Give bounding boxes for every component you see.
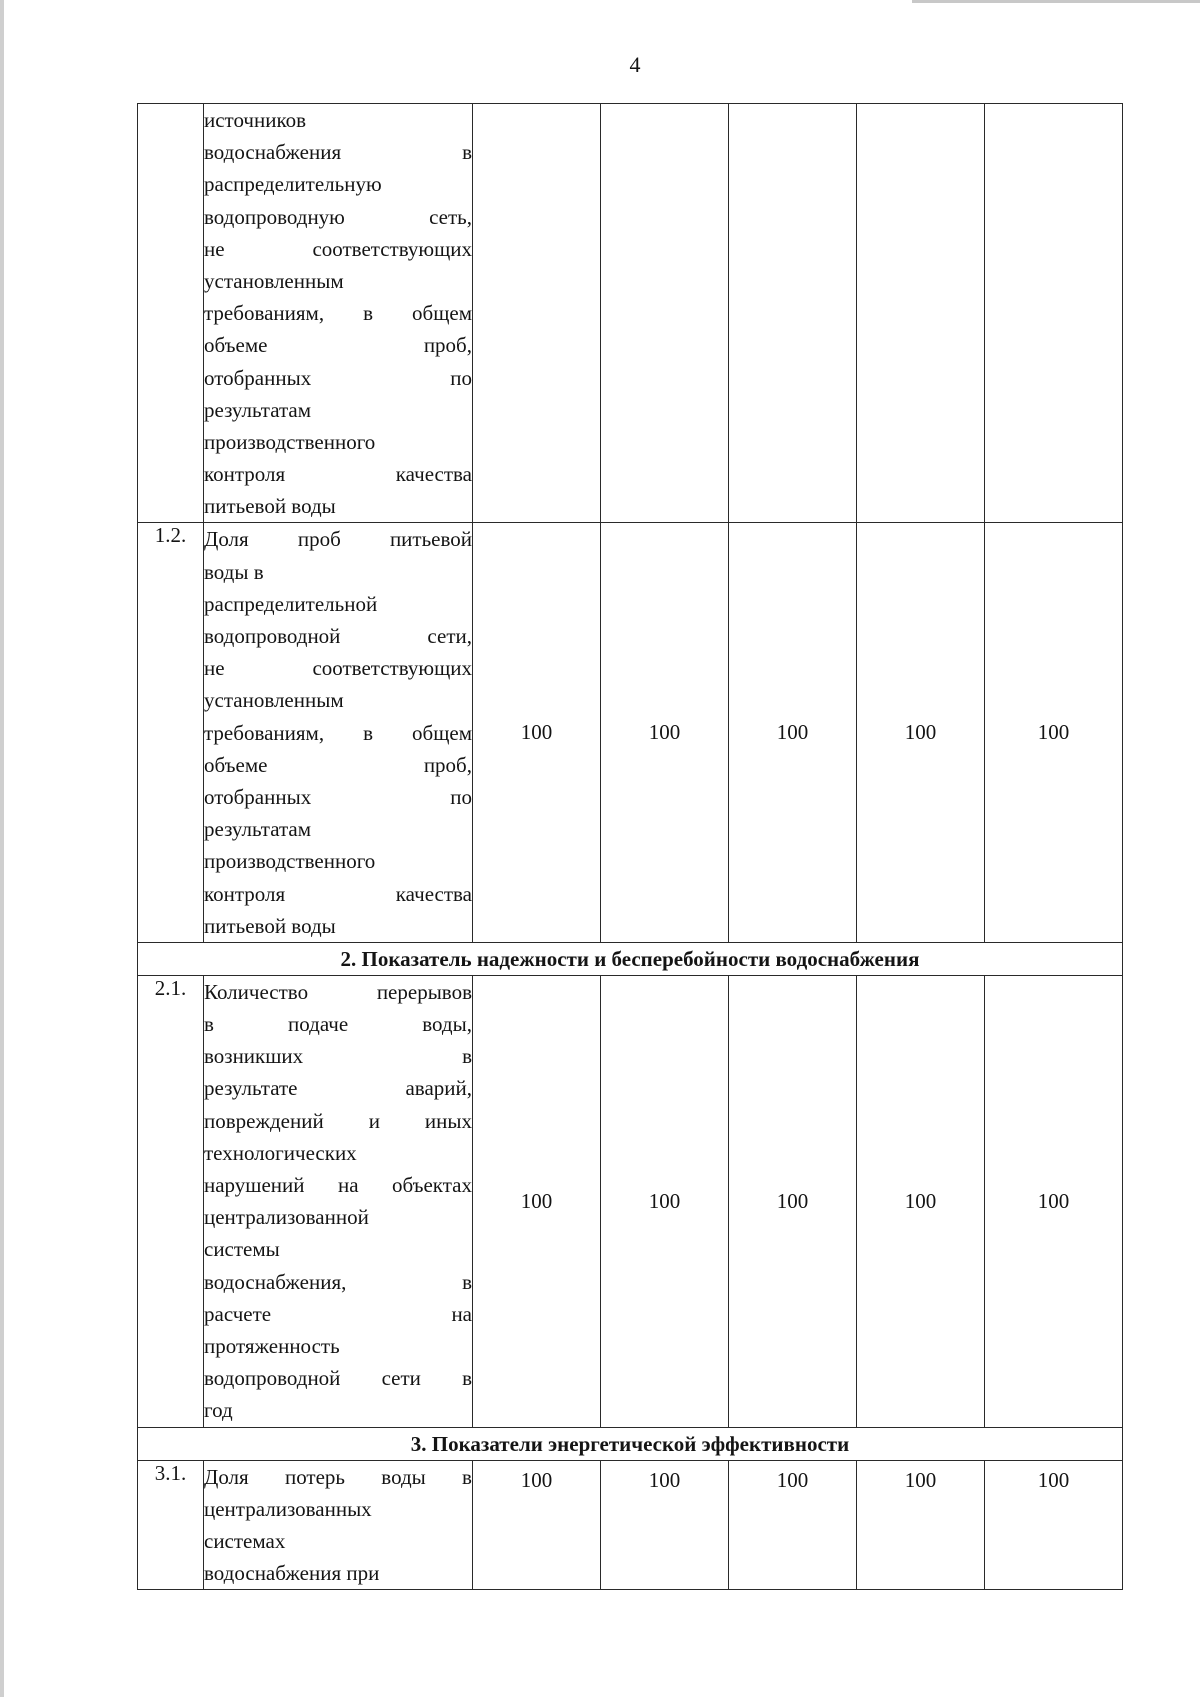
description-line: системах [204,1528,286,1553]
value-cell: 100 [729,523,857,942]
description-line: отобранных по [204,784,472,809]
value-cell: 100 [601,1460,729,1590]
value-cell: 100 [985,1460,1123,1590]
value-cell: 100 [985,523,1123,942]
value-cell: 100 [473,975,601,1427]
description-line: год [204,1398,233,1423]
description-line: централизованной [204,1205,369,1230]
value-cell: 100 [857,523,985,942]
value-cell: 100 [985,975,1123,1427]
value-cell: 100 [729,975,857,1427]
section-row [138,942,1123,975]
description-line: технологических [204,1140,357,1165]
value-cell: 100 [601,975,729,1427]
description-line: требованиям, в общем [204,720,472,745]
description-line: объеме проб, [204,752,472,777]
description-line: Количество перерывов [204,979,472,1004]
description-line: не соответствующих [204,236,472,261]
indicators-table [137,103,1123,1590]
description-line: питьевой воды [204,913,336,938]
value-cell: 100 [473,523,601,942]
description-line: централизованных [204,1496,372,1521]
description-line: питьевой воды [204,494,336,519]
value-cell: 100 [857,975,985,1427]
table-row [138,1460,1123,1590]
description-line: возникших в [204,1044,472,1069]
description-line: результате аварий, [204,1076,472,1101]
description-line: отобранных по [204,365,472,390]
description-line: не соответствующих [204,656,472,681]
description-line: повреждений и иных [204,1108,472,1133]
value-cell: 100 [857,1460,985,1590]
description-line: установленным [204,688,344,713]
description-line: в подаче воды, [204,1012,472,1037]
description-line: источников [204,108,307,132]
indicator-description [204,1460,473,1590]
value-cell [729,104,857,523]
indicator-description [204,523,473,942]
description-line: системы [204,1237,280,1262]
scan-edge-top [912,0,1200,3]
description-line: результатам [204,397,312,422]
description-line: водоснабжения в [204,140,472,165]
description-line: водопроводной сети, [204,624,472,648]
value-cell: 100 [473,1460,601,1590]
description-line: водоснабжения, в [204,1269,472,1294]
value-cell: 100 [729,1460,857,1590]
description-line: установленным [204,268,344,293]
section-heading: 3. Показатели энергетической эффективности [138,1427,1123,1460]
value-cell [985,104,1123,523]
table-row [138,975,1123,1427]
description-line: водопроводную сеть, [204,204,472,229]
value-cell [601,104,729,523]
description-line: водопроводной сети в [204,1366,472,1391]
description-line: требованиям, в общем [204,301,472,326]
description-line: контроля качества [204,881,472,906]
section-heading: 2. Показатель надежности и бесперебойности водоснабжения [138,942,1123,975]
scan-edge-left [0,0,4,1697]
page-number: 4 [629,52,641,77]
row-number [138,104,204,523]
table-row [138,523,1123,942]
description-line: водоснабжения при [204,1561,380,1586]
description-line: Доля потерь воды в [204,1464,472,1489]
description-line: производственного [204,429,376,454]
description-line: распределительную [204,172,382,197]
description-line: расчете на [204,1301,472,1326]
section-row [138,1427,1123,1460]
description-line: объеме проб, [204,333,472,358]
description-line: контроля качества [204,462,472,487]
description-line: производственного [204,849,376,874]
value-cell: 100 [601,523,729,942]
description-line: нарушений на объектах [204,1173,472,1197]
row-number: 2.1. [138,975,204,1427]
row-number: 1.2. [138,523,204,942]
description-line: воды в [204,559,264,584]
indicator-description [204,975,473,1427]
table-row [138,104,1123,523]
description-line: результатам [204,817,312,842]
row-number: 3.1. [138,1460,204,1590]
value-cell [473,104,601,523]
description-line: распределительной [204,591,378,616]
description-line: Доля проб питьевой [204,527,472,552]
value-cell [857,104,985,523]
indicator-description [204,104,473,523]
description-line: протяженность [204,1333,340,1358]
